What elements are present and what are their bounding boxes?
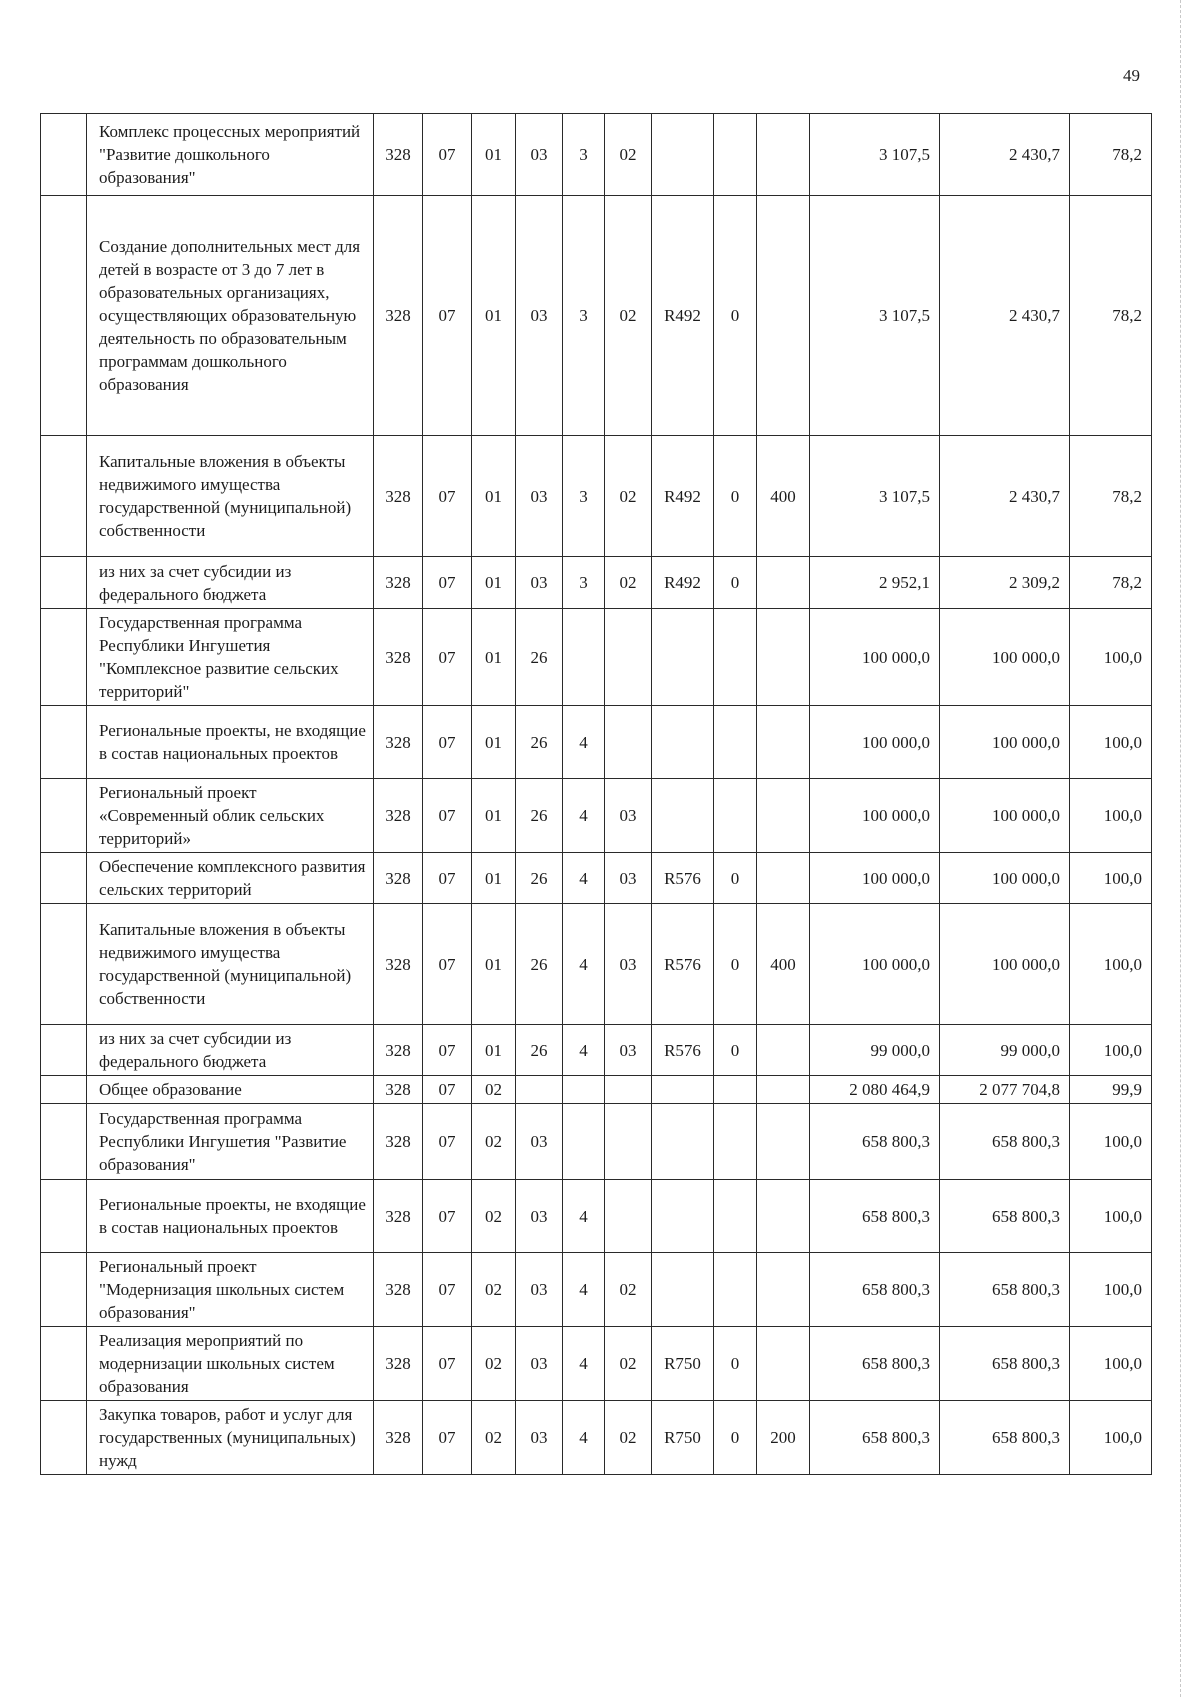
col-rz: 07 — [423, 436, 472, 557]
row-margin-cell — [41, 853, 87, 904]
col-csr-direction — [652, 1104, 714, 1180]
col-percent: 100,0 — [1070, 1180, 1152, 1253]
row-name: Региональные проекты, не входящие в состав национальных проектов — [87, 706, 374, 779]
col-ved: 328 — [374, 1104, 423, 1180]
col-plan: 100 000,0 — [810, 779, 940, 853]
col-ved: 328 — [374, 1327, 423, 1401]
col-vr — [757, 196, 810, 436]
col-plan: 3 107,5 — [810, 436, 940, 557]
col-csr-type: 4 — [563, 779, 605, 853]
col-pr: 02 — [472, 1327, 516, 1401]
col-csr-event: 03 — [605, 904, 652, 1025]
col-csr-program: 26 — [516, 1025, 563, 1076]
col-pr: 01 — [472, 436, 516, 557]
col-csr-extra — [714, 1104, 757, 1180]
col-pr: 01 — [472, 196, 516, 436]
col-fact: 99 000,0 — [940, 1025, 1070, 1076]
col-percent: 100,0 — [1070, 853, 1152, 904]
col-vr — [757, 557, 810, 609]
col-csr-direction: R576 — [652, 853, 714, 904]
page-number: 49 — [1123, 66, 1140, 85]
col-csr-event: 02 — [605, 436, 652, 557]
col-plan: 2 952,1 — [810, 557, 940, 609]
table-row — [41, 1076, 1152, 1104]
col-csr-extra: 0 — [714, 1025, 757, 1076]
col-pr: 01 — [472, 557, 516, 609]
col-csr-extra — [714, 1253, 757, 1327]
col-csr-program: 03 — [516, 1104, 563, 1180]
col-csr-extra — [714, 779, 757, 853]
col-csr-extra: 0 — [714, 196, 757, 436]
col-percent: 78,2 — [1070, 557, 1152, 609]
col-vr — [757, 1327, 810, 1401]
col-csr-direction — [652, 779, 714, 853]
col-rz: 07 — [423, 706, 472, 779]
col-rz: 07 — [423, 196, 472, 436]
col-plan: 658 800,3 — [810, 1253, 940, 1327]
col-ved: 328 — [374, 1253, 423, 1327]
col-csr-program: 26 — [516, 853, 563, 904]
row-name: из них за счет субсидии из федерального бюджета — [87, 557, 374, 609]
col-csr-extra: 0 — [714, 904, 757, 1025]
col-csr-direction: R576 — [652, 1025, 714, 1076]
col-csr-extra — [714, 114, 757, 196]
col-pr: 01 — [472, 706, 516, 779]
col-csr-event: 03 — [605, 1025, 652, 1076]
table-row — [41, 1180, 1152, 1253]
col-percent: 78,2 — [1070, 436, 1152, 557]
col-csr-event: 03 — [605, 853, 652, 904]
col-csr-program: 03 — [516, 1401, 563, 1475]
col-csr-type: 4 — [563, 1253, 605, 1327]
col-pr: 01 — [472, 904, 516, 1025]
col-rz: 07 — [423, 1104, 472, 1180]
col-csr-type — [563, 1104, 605, 1180]
col-csr-extra — [714, 1076, 757, 1104]
col-csr-direction: R492 — [652, 436, 714, 557]
row-margin-cell — [41, 1076, 87, 1104]
col-csr-event: 02 — [605, 1401, 652, 1475]
col-rz: 07 — [423, 1401, 472, 1475]
col-fact: 658 800,3 — [940, 1104, 1070, 1180]
col-percent: 100,0 — [1070, 609, 1152, 706]
col-vr — [757, 706, 810, 779]
row-name: из них за счет субсидии из федерального бюджета — [87, 1025, 374, 1076]
col-percent: 99,9 — [1070, 1076, 1152, 1104]
col-rz: 07 — [423, 904, 472, 1025]
col-csr-type: 4 — [563, 1401, 605, 1475]
budget-table — [40, 113, 1152, 1475]
col-csr-direction: R576 — [652, 904, 714, 1025]
col-csr-program: 03 — [516, 1180, 563, 1253]
col-csr-direction — [652, 1253, 714, 1327]
col-csr-direction — [652, 609, 714, 706]
col-plan: 3 107,5 — [810, 114, 940, 196]
col-csr-direction: R492 — [652, 196, 714, 436]
row-name: Капитальные вложения в объекты недвижимого имущества государственной (муниципальной) собственности — [87, 904, 374, 1025]
col-csr-event: 03 — [605, 779, 652, 853]
col-vr — [757, 1180, 810, 1253]
col-rz: 07 — [423, 114, 472, 196]
col-csr-direction — [652, 1180, 714, 1253]
scan-edge-line — [1180, 0, 1182, 1697]
row-name: Региональный проект "Модернизация школьных систем образования" — [87, 1253, 374, 1327]
col-rz: 07 — [423, 1327, 472, 1401]
col-ved: 328 — [374, 904, 423, 1025]
col-pr: 01 — [472, 1025, 516, 1076]
col-vr: 200 — [757, 1401, 810, 1475]
table-row — [41, 609, 1152, 706]
col-ved: 328 — [374, 706, 423, 779]
col-plan: 658 800,3 — [810, 1401, 940, 1475]
col-plan: 3 107,5 — [810, 196, 940, 436]
col-csr-program: 03 — [516, 557, 563, 609]
col-csr-type: 4 — [563, 1180, 605, 1253]
col-vr: 400 — [757, 904, 810, 1025]
table-row — [41, 196, 1152, 436]
col-csr-event — [605, 609, 652, 706]
col-pr: 02 — [472, 1180, 516, 1253]
col-fact: 2 309,2 — [940, 557, 1070, 609]
col-plan: 2 080 464,9 — [810, 1076, 940, 1104]
col-csr-extra — [714, 706, 757, 779]
col-csr-event: 02 — [605, 557, 652, 609]
col-csr-event: 02 — [605, 1327, 652, 1401]
col-rz: 07 — [423, 1076, 472, 1104]
col-csr-direction: R750 — [652, 1401, 714, 1475]
col-percent: 100,0 — [1070, 1025, 1152, 1076]
col-csr-event — [605, 1180, 652, 1253]
col-csr-extra: 0 — [714, 557, 757, 609]
col-percent: 100,0 — [1070, 1104, 1152, 1180]
col-fact: 100 000,0 — [940, 853, 1070, 904]
col-fact: 100 000,0 — [940, 706, 1070, 779]
col-ved: 328 — [374, 196, 423, 436]
row-margin-cell — [41, 1327, 87, 1401]
col-pr: 02 — [472, 1104, 516, 1180]
col-csr-program — [516, 1076, 563, 1104]
col-ved: 328 — [374, 779, 423, 853]
col-ved: 328 — [374, 1025, 423, 1076]
col-fact: 2 077 704,8 — [940, 1076, 1070, 1104]
col-fact: 658 800,3 — [940, 1327, 1070, 1401]
col-csr-event: 02 — [605, 114, 652, 196]
col-pr: 01 — [472, 853, 516, 904]
col-fact: 658 800,3 — [940, 1401, 1070, 1475]
row-name: Обеспечение комплексного развития сельских территорий — [87, 853, 374, 904]
col-fact: 100 000,0 — [940, 609, 1070, 706]
col-percent: 100,0 — [1070, 706, 1152, 779]
row-margin-cell — [41, 557, 87, 609]
col-ved: 328 — [374, 1180, 423, 1253]
row-name: Государственная программа Республики Ингушетия "Развитие образования" — [87, 1104, 374, 1180]
col-percent: 78,2 — [1070, 196, 1152, 436]
col-rz: 07 — [423, 1025, 472, 1076]
col-csr-event — [605, 1104, 652, 1180]
row-name: Региональные проекты, не входящие в состав национальных проектов — [87, 1180, 374, 1253]
col-csr-program: 03 — [516, 196, 563, 436]
col-fact: 2 430,7 — [940, 114, 1070, 196]
row-name: Создание дополнительных мест для детей в возрасте от 3 до 7 лет в образовательных организациях, осуществляющих образовательную деятельность по образовательным программам дошкольного образования — [87, 196, 374, 436]
col-pr: 02 — [472, 1401, 516, 1475]
col-csr-event — [605, 706, 652, 779]
row-margin-cell — [41, 1104, 87, 1180]
table-row — [41, 1104, 1152, 1180]
col-csr-extra — [714, 1180, 757, 1253]
table-row — [41, 779, 1152, 853]
col-csr-event — [605, 1076, 652, 1104]
row-name: Общее образование — [87, 1076, 374, 1104]
col-ved: 328 — [374, 557, 423, 609]
col-vr: 400 — [757, 436, 810, 557]
row-margin-cell — [41, 706, 87, 779]
col-percent: 100,0 — [1070, 1253, 1152, 1327]
col-ved: 328 — [374, 436, 423, 557]
col-csr-program: 26 — [516, 779, 563, 853]
col-csr-program: 03 — [516, 1327, 563, 1401]
col-csr-program: 26 — [516, 706, 563, 779]
row-margin-cell — [41, 196, 87, 436]
row-margin-cell — [41, 436, 87, 557]
col-ved: 328 — [374, 609, 423, 706]
col-percent: 100,0 — [1070, 1327, 1152, 1401]
col-pr: 01 — [472, 114, 516, 196]
col-plan: 658 800,3 — [810, 1180, 940, 1253]
col-pr: 01 — [472, 779, 516, 853]
col-csr-direction: R492 — [652, 557, 714, 609]
col-csr-event: 02 — [605, 196, 652, 436]
col-fact: 100 000,0 — [940, 904, 1070, 1025]
col-csr-extra: 0 — [714, 1327, 757, 1401]
col-csr-extra: 0 — [714, 436, 757, 557]
col-rz: 07 — [423, 1253, 472, 1327]
col-csr-type: 3 — [563, 114, 605, 196]
col-plan: 100 000,0 — [810, 609, 940, 706]
col-plan: 99 000,0 — [810, 1025, 940, 1076]
table-row — [41, 1401, 1152, 1475]
col-fact: 2 430,7 — [940, 196, 1070, 436]
col-csr-event: 02 — [605, 1253, 652, 1327]
col-ved: 328 — [374, 1076, 423, 1104]
col-csr-program: 03 — [516, 436, 563, 557]
col-vr — [757, 853, 810, 904]
row-name: Региональный проект «Современный облик сельских территорий» — [87, 779, 374, 853]
col-percent: 78,2 — [1070, 114, 1152, 196]
col-csr-program: 26 — [516, 904, 563, 1025]
col-plan: 100 000,0 — [810, 904, 940, 1025]
col-percent: 100,0 — [1070, 904, 1152, 1025]
col-plan: 100 000,0 — [810, 853, 940, 904]
row-margin-cell — [41, 1025, 87, 1076]
table-row — [41, 557, 1152, 609]
col-pr: 02 — [472, 1253, 516, 1327]
table-row — [41, 1025, 1152, 1076]
table-row — [41, 436, 1152, 557]
col-percent: 100,0 — [1070, 1401, 1152, 1475]
table-row — [41, 853, 1152, 904]
col-rz: 07 — [423, 1180, 472, 1253]
row-name: Реализация мероприятий по модернизации школьных систем образования — [87, 1327, 374, 1401]
row-margin-cell — [41, 114, 87, 196]
col-csr-extra — [714, 609, 757, 706]
col-plan: 658 800,3 — [810, 1327, 940, 1401]
row-name: Комплекс процессных мероприятий "Развитие дошкольного образования" — [87, 114, 374, 196]
row-margin-cell — [41, 904, 87, 1025]
col-csr-program: 03 — [516, 114, 563, 196]
col-fact: 2 430,7 — [940, 436, 1070, 557]
col-csr-program: 26 — [516, 609, 563, 706]
col-vr — [757, 779, 810, 853]
col-csr-direction — [652, 706, 714, 779]
col-csr-direction — [652, 1076, 714, 1104]
col-csr-type: 4 — [563, 904, 605, 1025]
col-csr-direction: R750 — [652, 1327, 714, 1401]
row-name: Закупка товаров, работ и услуг для государственных (муниципальных) нужд — [87, 1401, 374, 1475]
col-csr-extra: 0 — [714, 853, 757, 904]
col-vr — [757, 1253, 810, 1327]
col-csr-type: 3 — [563, 436, 605, 557]
row-margin-cell — [41, 1180, 87, 1253]
col-vr — [757, 1076, 810, 1104]
row-margin-cell — [41, 1401, 87, 1475]
row-name: Государственная программа Республики Ингушетия "Комплексное развитие сельских территорий" — [87, 609, 374, 706]
col-rz: 07 — [423, 853, 472, 904]
col-percent: 100,0 — [1070, 779, 1152, 853]
table-row — [41, 706, 1152, 779]
col-csr-type: 3 — [563, 196, 605, 436]
col-csr-type — [563, 609, 605, 706]
table-row — [41, 1327, 1152, 1401]
row-margin-cell — [41, 1253, 87, 1327]
table-row — [41, 1253, 1152, 1327]
col-rz: 07 — [423, 557, 472, 609]
col-csr-type: 4 — [563, 706, 605, 779]
col-vr — [757, 609, 810, 706]
col-rz: 07 — [423, 779, 472, 853]
col-csr-program: 03 — [516, 1253, 563, 1327]
table-row — [41, 904, 1152, 1025]
col-pr: 01 — [472, 609, 516, 706]
col-ved: 328 — [374, 1401, 423, 1475]
col-csr-type: 4 — [563, 1327, 605, 1401]
col-vr — [757, 1025, 810, 1076]
col-fact: 100 000,0 — [940, 779, 1070, 853]
col-csr-type — [563, 1076, 605, 1104]
row-name: Капитальные вложения в объекты недвижимого имущества государственной (муниципальной) собственности — [87, 436, 374, 557]
col-csr-direction — [652, 114, 714, 196]
row-margin-cell — [41, 779, 87, 853]
col-csr-type: 3 — [563, 557, 605, 609]
col-fact: 658 800,3 — [940, 1253, 1070, 1327]
col-pr: 02 — [472, 1076, 516, 1104]
col-vr — [757, 114, 810, 196]
col-ved: 328 — [374, 114, 423, 196]
col-plan: 100 000,0 — [810, 706, 940, 779]
col-csr-type: 4 — [563, 1025, 605, 1076]
col-csr-type: 4 — [563, 853, 605, 904]
col-vr — [757, 1104, 810, 1180]
row-margin-cell — [41, 609, 87, 706]
col-fact: 658 800,3 — [940, 1180, 1070, 1253]
col-plan: 658 800,3 — [810, 1104, 940, 1180]
col-ved: 328 — [374, 853, 423, 904]
col-csr-extra: 0 — [714, 1401, 757, 1475]
col-rz: 07 — [423, 609, 472, 706]
table-row — [41, 114, 1152, 196]
